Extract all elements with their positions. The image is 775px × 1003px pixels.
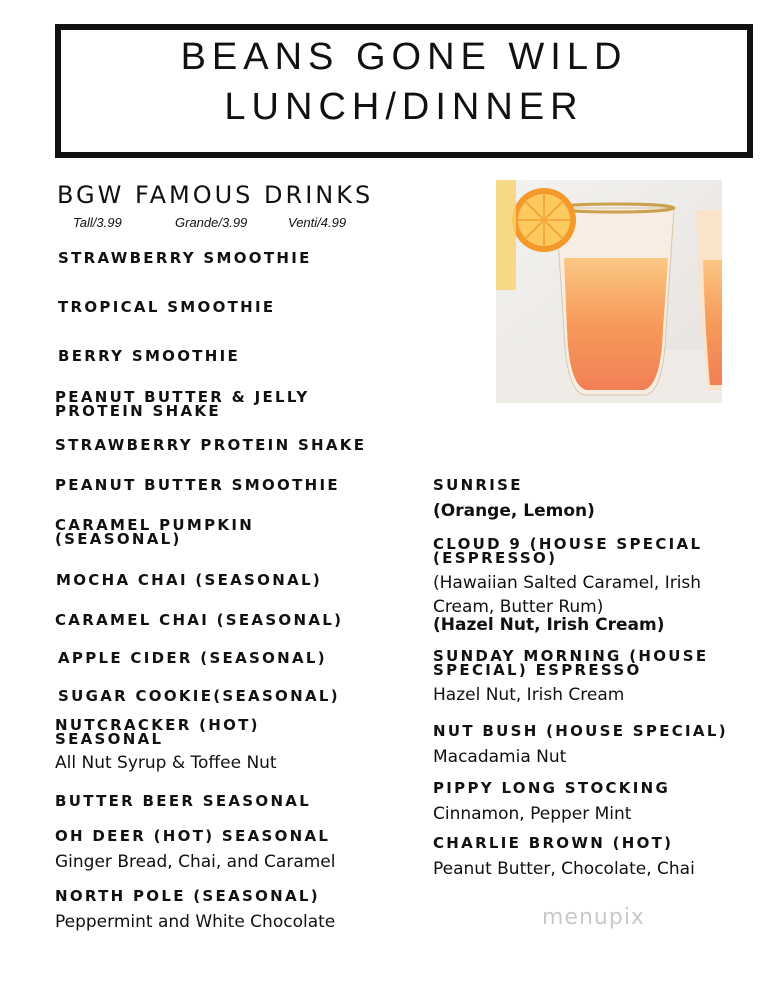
drink-sugar-cookie: SUGAR COOKIE(SEASONAL) [58,687,340,705]
section-title: BGW FAMOUS DRINKS [57,181,374,209]
drink-north-pole-desc: Peppermint and White Chocolate [55,912,336,932]
drink-sunrise-desc: (Orange, Lemon) [433,501,595,521]
drink-cloud-9: CLOUD 9 (HOUSE SPECIAL (ESPRESSO) [433,535,703,567]
drink-caramel-pumpkin: CARAMEL PUMPKIN (SEASONAL) [55,516,255,548]
drink-pbj-protein-shake: PEANUT BUTTER & JELLY PROTEIN SHAKE [55,388,310,420]
juice-glass-illustration [496,180,722,403]
drink-cloud-9-desc: (Hawaiian Salted Caramel, Irish Cream, Butter Rum) [433,573,702,617]
drink-oh-deer: OH DEER (HOT) SEASONAL [55,827,331,845]
size-venti: Venti/4.99 [288,215,347,230]
drink-north-pole: NORTH POLE (SEASONAL) [55,887,320,905]
drink-mocha-chai: MOCHA CHAI (SEASONAL) [56,571,322,589]
drink-nutcracker-desc: All Nut Syrup & Toffee Nut [55,753,277,773]
drink-nutcracker: NUTCRACKER (HOT) SEASONAL [55,716,260,748]
drink-photo [496,180,722,403]
drink-strawberry-smoothie: STRAWBERRY SMOOTHIE [58,249,312,267]
drink-caramel-chai: CARAMEL CHAI (SEASONAL) [55,611,344,629]
size-tall: Tall/3.99 [73,215,122,230]
drink-sunrise: SUNRISE [433,476,523,494]
drink-oh-deer-desc: Ginger Bread, Chai, and Caramel [55,852,336,872]
title-box [55,24,753,158]
drink-sunday-morning-desc: Hazel Nut, Irish Cream [433,685,625,705]
drink-tropical-smoothie: TROPICAL SMOOTHIE [58,298,276,316]
menu-title: LUNCH/DINNER [224,86,584,128]
drink-charlie-brown-desc: Peanut Butter, Chocolate, Chai [433,859,695,879]
drink-charlie-brown: CHARLIE BROWN (HOT) [433,834,674,852]
drink-strawberry-protein-shake: STRAWBERRY PROTEIN SHAKE [55,436,367,454]
drink-nut-bush: NUT BUSH (HOUSE SPECIAL) [433,722,728,740]
drink-nut-bush-desc: Macadamia Nut [433,747,567,767]
watermark: menupix [542,905,645,930]
drink-berry-smoothie: BERRY SMOOTHIE [58,347,241,365]
drink-peanut-butter-smoothie: PEANUT BUTTER SMOOTHIE [55,476,340,494]
drink-cloud-9-desc-2: (Hazel Nut, Irish Cream) [433,615,665,635]
drink-pippy-desc: Cinnamon, Pepper Mint [433,804,632,824]
drink-pippy-long-stocking: PIPPY LONG STOCKING [433,779,671,797]
size-grande: Grande/3.99 [175,215,248,230]
drink-butter-beer: BUTTER BEER SEASONAL [55,792,312,810]
drink-sunday-morning: SUNDAY MORNING (HOUSE SPECIAL) ESPRESSO [433,647,709,679]
drink-apple-cider: APPLE CIDER (SEASONAL) [58,649,327,667]
restaurant-name: BEANS GONE WILD [180,36,628,78]
